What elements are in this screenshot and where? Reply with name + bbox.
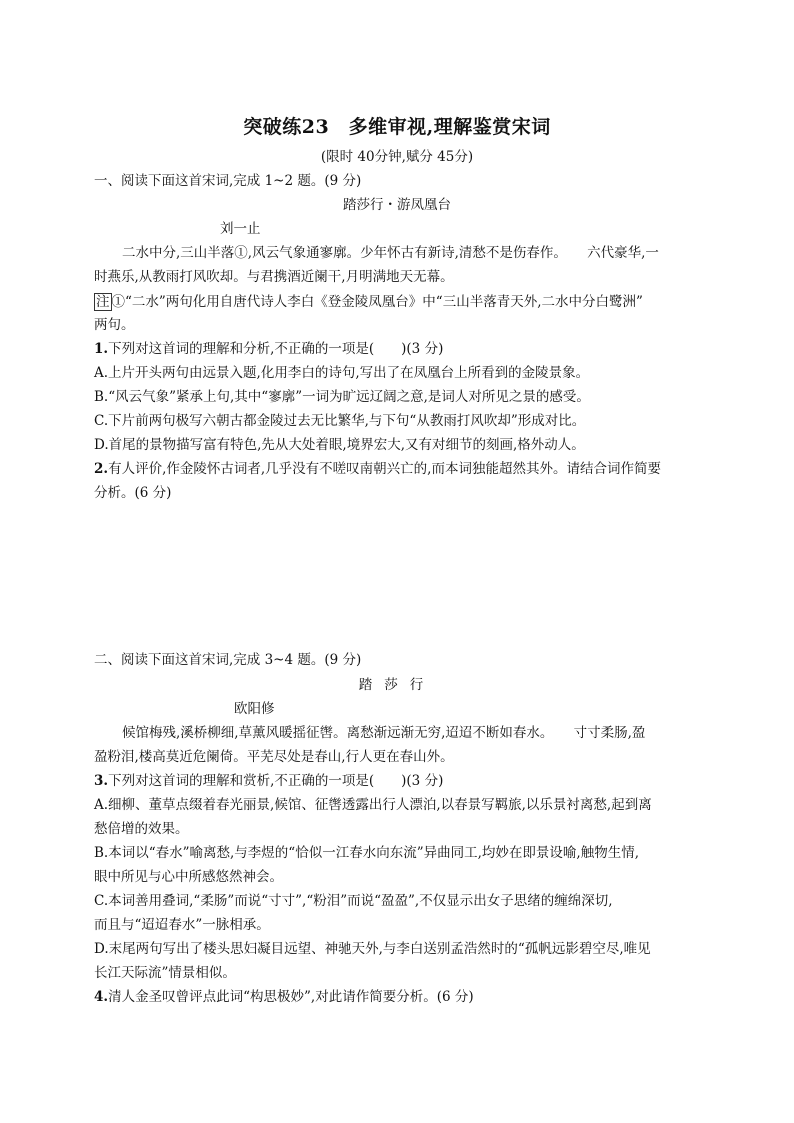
- note-mark: 注: [96, 294, 110, 310]
- section1-author: 刘一止: [220, 221, 261, 237]
- page-title: 突破练23 多维审视,理解鉴赏宋词: [243, 116, 551, 138]
- question-text: 有人评价,作金陵怀古词者,几乎没有不嗟叹南朝兴亡的,而本词独能超然其外。请结合词作简要: [108, 461, 661, 477]
- question-text: 下列对这首词的理解和赏析,不正确的一项是( )(3 分): [108, 773, 444, 789]
- section1-poem-line: 二水中分,三山半落①,风云气象通寥廓。少年怀古有新诗,清愁不是伤春作。 六代豪华,一: [122, 245, 659, 261]
- question-number: 3.: [94, 773, 109, 789]
- q3-option-a-cont: 愁倍增的效果。: [94, 821, 189, 837]
- section2-poem-line: 盈粉泪,楼高莫近危阑倚。平芜尽处是春山,行人更在春山外。: [94, 749, 454, 765]
- q3-option-b: B.本词以“春水”喻离愁,与李煜的“恰似一江春水向东流”异曲同工,均妙在即景设喻,触物生情,: [94, 845, 639, 861]
- time-limit: (限时 40分钟,赋分 45分): [320, 149, 474, 165]
- section1-note-cont: 两句。: [94, 317, 135, 333]
- section1-poem-title: 踏莎行・游凤凰台: [343, 197, 451, 213]
- q3-option-d: D.末尾两句写出了楼头思妇凝目远望、神驰天外,与李白送别孟浩然时的“孤帆远影碧空尽,唯见: [94, 941, 651, 957]
- question-number: 4.: [94, 989, 109, 1005]
- note-text: ①“二水”两句化用自唐代诗人李白《登金陵凤凰台》中“三山半落青天外,二水中分白鹭洲”: [111, 294, 643, 310]
- question-text: 下列对这首词的理解和分析,不正确的一项是( )(3 分): [108, 341, 444, 357]
- q1-option-a: A.上片开头两句由远景入题,化用李白的诗句,写出了在凤凰台上所看到的金陵景象。: [94, 365, 590, 381]
- section2-poem-line: 候馆梅残,溪桥柳细,草薰风暖摇征辔。离愁渐远渐无穷,迢迢不断如春水。 寸寸柔肠,盈: [122, 725, 646, 741]
- section1-heading: 一、阅读下面这首宋词,完成 1~2 题。(9 分): [94, 173, 362, 189]
- q1-option-b: B.“风云气象”紧承上句,其中“寥廓”一词为旷远辽阔之意,是词人对所见之景的感受。: [94, 389, 590, 405]
- q3-option-c-cont: 而且与“迢迢春水”一脉相承。: [94, 917, 270, 933]
- section1-poem-line: 时燕乐,从教雨打风吹却。与君携酒近阑干,月明满地天无幕。: [94, 269, 454, 285]
- question-2-cont: 分析。(6 分): [94, 485, 172, 501]
- question-number: 1.: [94, 341, 109, 357]
- q1-option-d: D.首尾的景物描写富有特色,先从大处着眼,境界宏大,又有对细节的刻画,格外动人。: [94, 437, 585, 453]
- q3-option-c: C.本词善用叠词,“柔肠”而说“寸寸”,“粉泪”而说“盈盈”,不仅显示出女子思绪的缠绵深切,: [94, 893, 613, 909]
- question-2: [94, 460, 661, 478]
- section2-author: 欧阳修: [234, 701, 275, 717]
- q3-option-a: A.细柳、董草点缀着春光丽景,候馆、征辔透露出行人漂泊,以春景写羁旅,以乐景衬离愁,起到离: [94, 797, 652, 813]
- question-text: 清人金圣叹曾评点此词“构思极妙”,对此请作简要分析。(6 分): [108, 989, 474, 1005]
- section2-poem-title: 踏莎行: [358, 677, 436, 693]
- q3-option-b-cont: 眼中所见与心中所感悠然神会。: [94, 869, 283, 885]
- q3-option-d-cont: 长江天际流”情景相似。: [94, 965, 236, 981]
- section1-note: [94, 293, 643, 311]
- question-3: [94, 772, 443, 790]
- question-4: [94, 988, 474, 1006]
- question-1: [94, 340, 443, 358]
- q1-option-c: C.下片前两句极写六朝古都金陵过去无比繁华,与下句“从教雨打风吹却”形成对比。: [94, 413, 586, 429]
- question-number: 2.: [94, 461, 109, 477]
- section2-heading: 二、阅读下面这首宋词,完成 3~4 题。(9 分): [94, 652, 362, 668]
